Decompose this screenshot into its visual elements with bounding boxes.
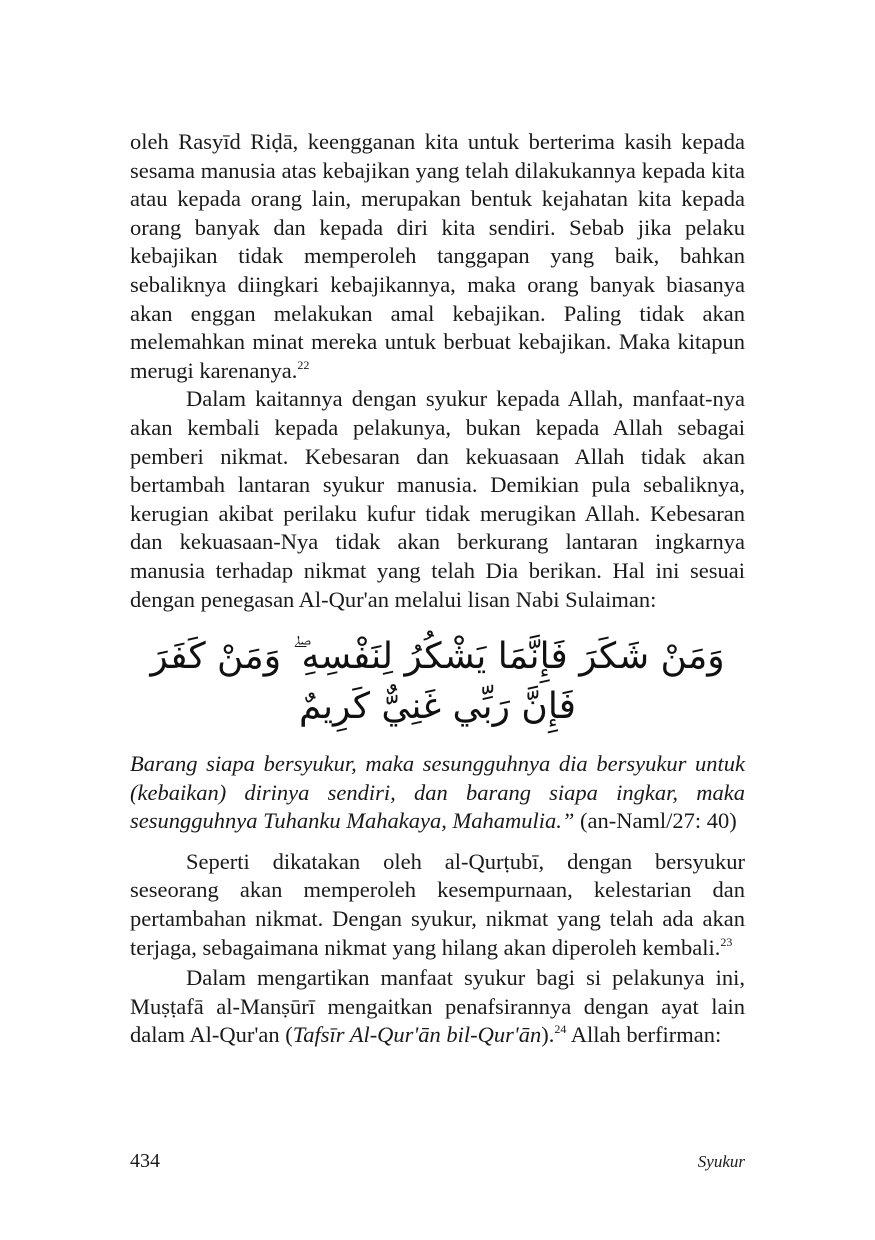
paragraph-4-text-end: Allah berfirman: <box>566 1022 722 1048</box>
paragraph-3 <box>130 848 745 962</box>
paragraph-1-text: oleh Rasyīd Riḍā, keengganan kita untuk berterima kasih kepada sesama manusia atas kebajikan yang telah dilakukannya kepada kita atau kepada orang lain, merupakan bentuk kejahatan kita kepada orang banyak dan kepada diri kita sendiri. Sebab jika pelaku kebajikan tidak memperoleh tanggapan yang baik, bahkan sebaliknya diingkari kebajikannya, maka orang banyak biasanya akan enggan melakukan amal kebajikan. Paling tidak akan melemahkan minat mereka untuk berbuat kebajikan. Maka kitapun merugi karenanya. <box>130 129 745 383</box>
verse-translation <box>130 750 745 836</box>
paragraph-2 <box>130 385 745 614</box>
verse-reference: (an-Naml/27: 40) <box>579 808 737 834</box>
paragraph-1 <box>130 128 745 385</box>
footnote-ref-24[interactable]: 24 <box>554 1022 567 1037</box>
verse-translation-text: Barang siapa bersyukur, maka sesungguhnya dia bersyukur untuk (kebaikan) dirinya sendiri, dan barang siapa ingkar, maka sesungguhnya Tuhanku Mahakaya, Mahamulia.” <box>130 751 745 834</box>
page-body <box>130 128 745 1050</box>
footnote-ref-23[interactable]: 23 <box>720 934 733 949</box>
book-title: Tafsīr Al-Qur'ān bil-Qur'ān <box>292 1022 542 1048</box>
paragraph-4-text-after: ). <box>541 1022 555 1048</box>
paragraph-3-text: Seperti dikatakan oleh al-Qurṭubī, dengan bersyukur seseorang akan memperoleh kesempurnaan, kelestarian dan pertambahan nikmat. Dengan syukur, nikmat yang telah ada akan terjaga, sebagaimana nikmat yang hilang akan diperoleh kembali. <box>130 848 745 960</box>
quran-verse-arabic: وَمَنْ شَكَرَ فَإِنَّمَا يَشْكُرُ لِنَفْسِهِ ۖ وَمَنْ كَفَرَ فَإِنَّ رَبِّي غَنِيٌّ كَرِيمٌ <box>150 636 725 728</box>
page-number: 434 <box>130 1150 160 1172</box>
page-footer <box>130 1150 745 1180</box>
paragraph-4-text-before: Dalam mengartikan manfaat syukur bagi si pelakunya ini, Muṣṭafā al-Manṣūrī mengaitkan penafsirannya dengan ayat lain dalam Al-Qur'an ( <box>130 965 745 1048</box>
paragraph-4 <box>130 964 745 1050</box>
running-title: Syukur <box>697 1152 745 1171</box>
footnote-ref-22[interactable]: 22 <box>297 357 310 372</box>
paragraph-2-text: Dalam kaitannya dengan syukur kepada Allah, manfaat-nya akan kembali kepada pelakunya, bukan kepada Allah sebagai pemberi nikmat. Kebesaran dan kekuasaan Allah tidak akan bertambah lantaran syukur manusia. Demikian pula sebaliknya, kerugian akibat perilaku kufur tidak merugikan Allah. Kebesaran dan kekuasaan-Nya tidak akan berkurang lantaran ingkarnya manusia terhadap nikmat yang telah Dia berikan. Hal ini sesuai dengan penegasan Al-Qur'an melalui lisan Nabi Sulaiman: <box>130 386 745 612</box>
